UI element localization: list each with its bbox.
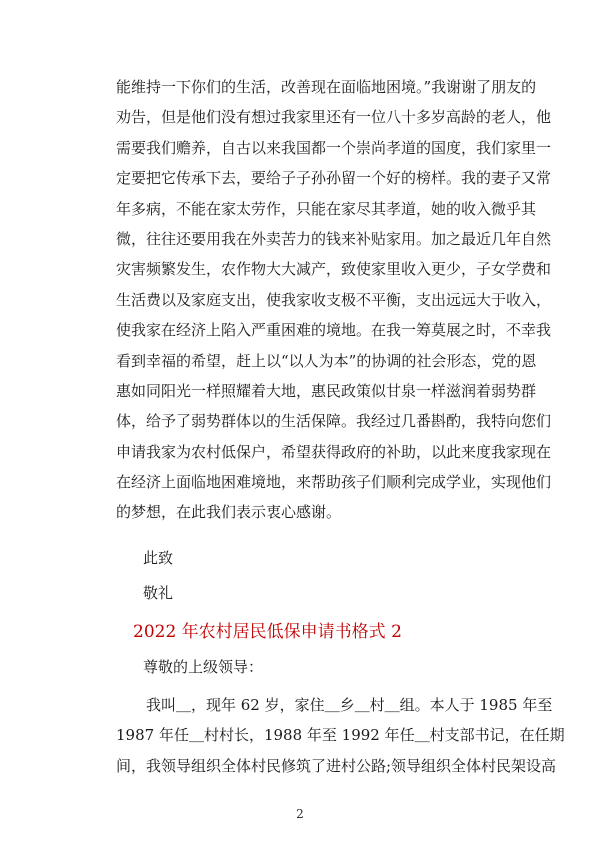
text-line: 我叫＿，现年 62 岁，家住＿乡＿村＿组。本人于 1985 年至 <box>116 696 553 714</box>
greeting: 尊敬的上级领导： <box>143 658 264 676</box>
text-line: 劝告，但是他们没有想过我家里还有一位八十多岁高龄的老人，他 <box>116 108 552 127</box>
text-line: 使我家在经济上陷入严重困难的境地。在我一筹莫展之时，不幸我 <box>116 321 552 340</box>
text-line: 1987 年任＿村村长，1988 年至 1992 年任＿村支部书记，在任期 <box>116 726 565 745</box>
text-line: 能维持一下你们的生活，改善现在面临地困境。”我谢谢了朋友的 <box>116 78 537 96</box>
text-line: 惠如同阳光一样照耀着大地，惠民政策似甘泉一样滋润着弱势群 <box>116 381 537 400</box>
closing-salute: 此致 <box>143 549 174 567</box>
closing-regards: 敬礼 <box>143 584 174 602</box>
text-line: 生活费以及家庭支出，使我家收支极不平衡，支出远远大于收入， <box>116 290 552 309</box>
page-number: 2 <box>296 807 304 821</box>
text-line: 定要把它传承下去，要给子子孙孙留一个好的榜样。我的妻子又常 <box>116 169 552 188</box>
section-heading: 2022 年农村居民低保申请书格式 2 <box>133 622 402 642</box>
text-line: 的梦想，在此我们表示衷心感谢。 <box>116 503 342 522</box>
text-line: 申请我家为农村低保户，希望获得政府的补助，以此来度我家现在 <box>116 442 552 461</box>
text-line: 需要我们赡养，自古以来我国都一个崇尚孝道的国度，我们家里一 <box>116 138 552 157</box>
text-line: 在经济上面临地困难境地，来帮助孩子们顺利完成学业，实现他们 <box>116 473 552 492</box>
text-line: 年多病，不能在家太劳作，只能在家尽其孝道，她的收入微乎其 <box>116 199 537 218</box>
text-line: 体，给予了弱势群体以的生活保障。我经过几番斟酌，我特向您们 <box>116 412 552 431</box>
text-line: 微，往往还要用我在外卖苦力的钱来补贴家用。加之最近几年自然 <box>116 229 552 248</box>
text-line: 间，我领导组织全体村民修筑了进村公路;领导组织全体村民架设高 <box>116 756 557 775</box>
paragraph-body-2 <box>116 690 565 781</box>
text-line: 看到幸福的希望，赶上以“以人为本”的协调的社会形态，党的恩 <box>116 351 537 370</box>
paragraph-body-1 <box>116 72 552 528</box>
text-line: 灾害频繁发生，农作物大大减产，致使家里收入更少，子女学费和 <box>116 260 552 279</box>
